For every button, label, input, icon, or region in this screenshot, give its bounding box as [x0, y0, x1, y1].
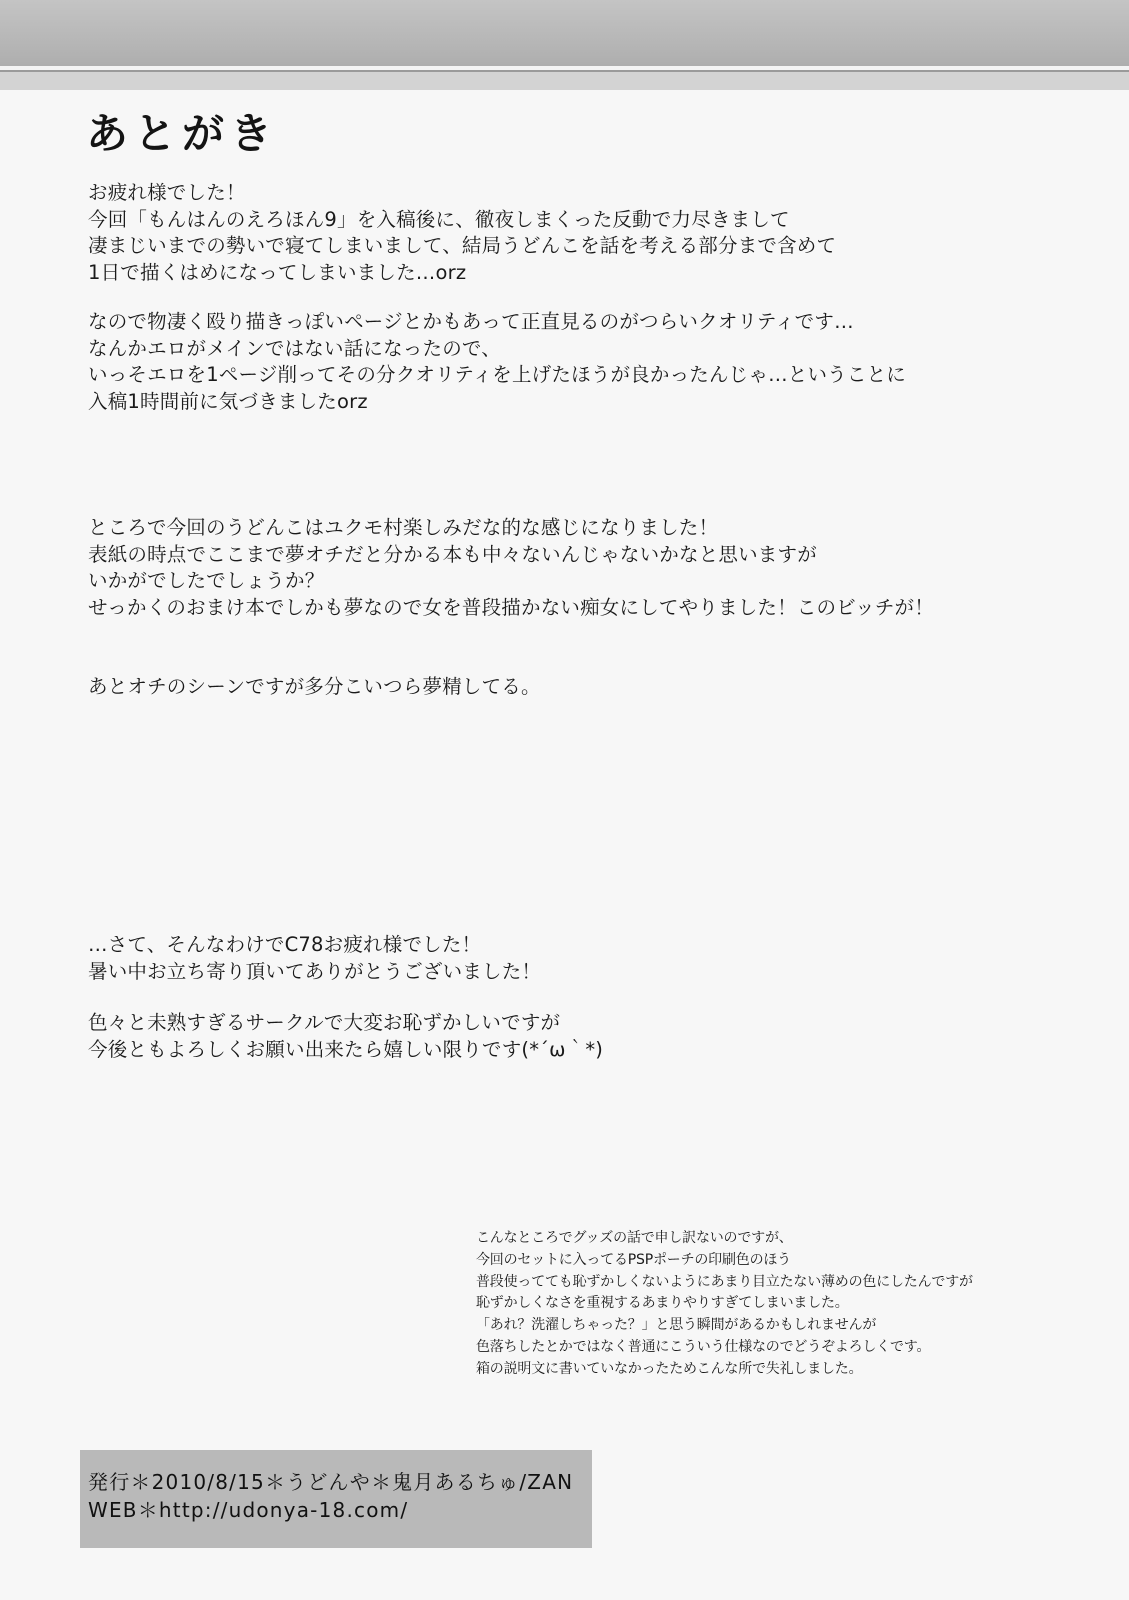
text-line: 凄まじいまでの勢いで寝てしまいまして、結局うどんこを話を考える部分まで含めて	[88, 234, 837, 257]
text-line: せっかくのおまけ本でしかも夢なので女を普段描かない痴女にしてやりました！このビッチが！	[88, 595, 934, 619]
text-line: いっそエロを1ページ削ってその分クオリティを上げたほうが良かったんじゃ…ということに	[88, 363, 906, 386]
text-line: 今回「もんはんのえろほん9」を入稿後に、徹夜しまくった反動で力尽きまして	[88, 207, 790, 231]
text-line: なんかエロがメインではない話になったので、	[88, 336, 501, 360]
paragraph-ending	[88, 674, 541, 701]
text-line: いかがでしたでしょうか？	[88, 569, 325, 592]
paragraph-story	[88, 515, 934, 621]
text-line: 色々と未熟すぎるサークルで大変お恥ずかしいですが	[88, 1011, 561, 1034]
text-line: ところで今回のうどんこはユクモ村楽しみだな的な感じになりました！	[88, 516, 719, 539]
publication-info: 発行＊2010/8/15＊うどんや＊鬼月あるちゅ/ZAN	[88, 1470, 574, 1494]
paragraph-thanks	[88, 932, 541, 985]
text-line: 入稿1時間前に気づきましたorz	[88, 389, 368, 413]
note-line: こんなところでグッズの話で申し訳ないのですが、	[476, 1230, 793, 1246]
text-line: 1日で描くはめになってしまいました…orz	[88, 260, 467, 284]
paragraph-closing	[88, 1010, 603, 1063]
colophon-box	[80, 1450, 592, 1548]
page-title: あとがき	[86, 109, 279, 158]
note-line: 「あれ？洗濯しちゃった？」と思う瞬間があるかもしれませんが	[476, 1317, 877, 1334]
paragraph-quality	[88, 309, 906, 415]
website-url: WEB＊http://udonya-18.com/	[88, 1498, 409, 1522]
text-line: 今後ともよろしくお願い出来たら嬉しい限りです(*´ω｀*)	[88, 1037, 604, 1061]
text-line: 暑い中お立ち寄り頂いてありがとうございました！	[88, 959, 542, 983]
text-line: なので物凄く殴り描きっぽいページとかもあって正直見るのがつらいクオリティです…	[88, 310, 854, 333]
top-gray-band	[0, 0, 1129, 66]
paragraph-greeting	[88, 180, 836, 286]
note-line: 今回のセットに入ってるPSPポーチの印刷色のほう	[476, 1251, 791, 1268]
text-line: お疲れ様でした！	[88, 181, 246, 204]
text-line: …さて、そんなわけでC78お疲れ様でした！	[88, 933, 482, 956]
note-line: 箱の説明文に書いていなかったためこんな所で失礼しました。	[476, 1360, 863, 1377]
goods-note	[476, 1228, 973, 1381]
top-divider	[0, 70, 1129, 90]
text-line: 表紙の時点でここまで夢オチだと分かる本も中々ないんじゃないかなと思いますが	[88, 542, 817, 566]
note-line: 色落ちしたとかではなく普通にこういう仕様なのでどうぞよろしくです。	[476, 1338, 931, 1355]
note-line: 恥ずかしくなさを重視するあまりやりすぎてしまいました。	[476, 1295, 849, 1312]
text-line: あとオチのシーンですが多分こいつら夢精してる。	[88, 675, 541, 698]
note-line: 普段使ってても恥ずかしくないようにあまり目立たない薄めの色にしたんですが	[476, 1273, 973, 1290]
